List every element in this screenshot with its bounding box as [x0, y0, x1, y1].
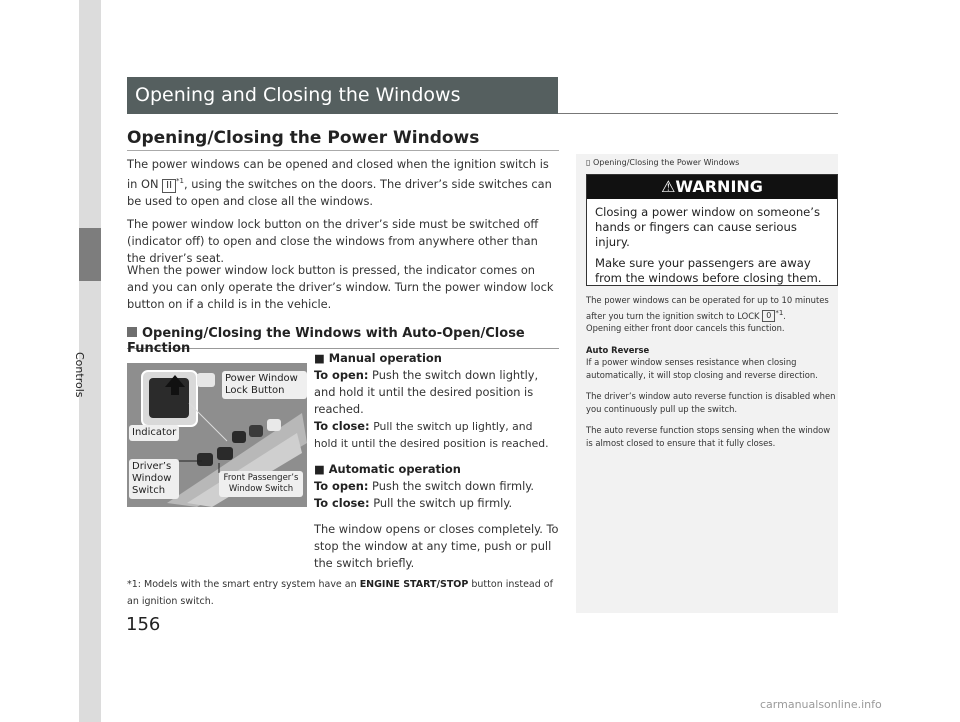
automatic-close [314, 495, 559, 512]
manual-open-text: Push the switch down lightly, and hold it until the desired position is reached. [314, 368, 539, 416]
side-para-1: The power windows can be operated for up to 10 minutes after you turn the ignition switch to LOCK 0 $^{*1}$. Opening either front door cancels this function. [586, 295, 829, 334]
warning-header [587, 175, 837, 199]
side-footnote-ref: *1 [775, 308, 784, 317]
page-number: 156 [126, 614, 161, 635]
side-tab [79, 228, 101, 281]
indicator-label: Indicator [129, 425, 179, 441]
header-rule [558, 113, 838, 114]
passenger-switch-label: Front Passenger’s Window Switch [219, 471, 303, 497]
automatic-open-label: To open: [314, 479, 369, 493]
para1-text-a: The power windows can be opened and closed when the ignition switch is in ON [127, 157, 549, 191]
footnote-bold: ENGINE START/STOP [359, 579, 469, 590]
automatic-heading: ■ Automatic operation [314, 462, 461, 476]
footnote [127, 576, 559, 610]
side-para-4: The auto reverse function stops sensing when the window is almost closed to ensure that it fully closes. [586, 425, 831, 448]
driver-switch-label: Driver’s Window Switch [129, 459, 179, 499]
manual-close-label: To close: [314, 419, 370, 433]
manual-close-text: Pull the switch up lightly, and hold it until the desired position is reached. [314, 420, 549, 450]
lock-position-tag: 0 [762, 310, 775, 322]
warning-text-2: Make sure your passengers are away from the windows before closing them. [595, 256, 822, 285]
power-window-lock-label: Power Window Lock Button [222, 371, 307, 399]
watermark: carmanualsonline.info [760, 698, 882, 711]
manual-heading: ■ Manual operation [314, 351, 442, 365]
para1-text-b: , using the switches on the doors. The driver’s side switches can be used to open and close all the windows. [127, 176, 552, 208]
warning-title: WARNING [675, 177, 763, 196]
manual-open-label: To open: [314, 368, 369, 382]
automatic-close-label: To close: [314, 496, 370, 510]
automatic-open [314, 478, 559, 495]
window-switch-figure [127, 363, 307, 507]
side-para-3: The driver’s window auto reverse function is disabled when you continuously pull up the switch. [586, 391, 836, 414]
warning-box [586, 174, 838, 286]
side-para-1-a: The power windows can be operated for up to 10 minutes after you turn the ignition switch to LOCK [586, 295, 829, 321]
side-para-2 [586, 344, 836, 382]
section-heading: Opening/Closing the Power Windows [127, 128, 480, 148]
manual-heading-text: Manual operation [328, 351, 442, 365]
warning-triangle-icon: ⚠ [661, 177, 676, 196]
auto-reverse-text: If a power window senses resistance when closing automatically, it will stop closing and reverse direction. [586, 357, 818, 380]
warning-text-1: Closing a power window on someone’s hands or fingers can cause serious injury. [595, 205, 821, 249]
section-label: Controls [73, 352, 86, 398]
paragraph-2: The power window lock button on the driver’s side must be switched off (indicator off) to open and close the windows from anywhere other than the driver’s seat. [127, 217, 539, 265]
footnote-text-a: *1: Models with the smart entry system have an [127, 579, 357, 590]
side-note-panel [576, 154, 838, 613]
square-bullet-icon [127, 327, 137, 337]
side-notes [586, 294, 836, 458]
automatic-heading-text: Automatic operation [328, 462, 461, 476]
stop-text: The window opens or closes completely. To stop the window at any time, push or pull the switch briefly. [314, 522, 559, 570]
manual-close [314, 418, 559, 452]
paragraph-3: When the power window lock button is pressed, the indicator comes on and you can only operate the driver’s window. Turn the power window lock button on if a child is in the vehicle. [127, 263, 554, 311]
subheading [127, 326, 559, 356]
subheading-text: Opening/Closing the Windows with Auto-Open/Close Function [127, 326, 525, 356]
automatic-open-text: Push the switch down firmly. [372, 479, 535, 493]
footnote-text-b: button instead of an ignition switch. [127, 579, 553, 607]
side-para-1-b: Opening either front door cancels this function. [586, 323, 785, 334]
side-reference-text: Opening/Closing the Power Windows [592, 158, 740, 167]
ignition-position-tag: II [162, 179, 176, 193]
operation-instructions [314, 350, 559, 572]
manual-open [314, 367, 559, 418]
automatic-close-text: Pull the switch up firmly. [373, 496, 513, 510]
page-header-title: Opening and Closing the Windows [127, 77, 558, 114]
auto-reverse-heading: Auto Reverse [586, 344, 650, 355]
paragraph-1 [127, 156, 559, 210]
side-reference: ▯ Opening/Closing the Power Windows [586, 158, 740, 167]
heading-rule [127, 150, 559, 151]
footnote-ref: *1 [176, 177, 184, 185]
